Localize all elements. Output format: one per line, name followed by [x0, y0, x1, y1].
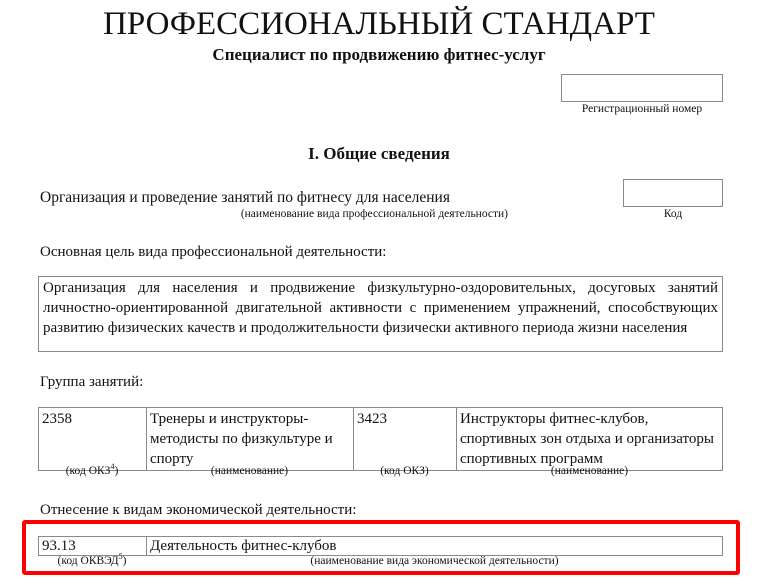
registration-number-caption: Регистрационный номер: [581, 103, 703, 115]
activity-name: Организация и проведение занятий по фитнесу для населения: [40, 189, 450, 206]
footnote-5: 5: [118, 552, 123, 562]
registration-number-field[interactable]: [561, 74, 723, 102]
occupation-group-table: [38, 407, 723, 471]
activity-code-caption: Код: [663, 208, 683, 220]
activity-name-caption: (наименование вида профессиональной деятельности): [240, 208, 508, 220]
okved-code-caption-text: (код ОКВЭД: [57, 555, 119, 567]
group-label: Группа занятий:: [40, 374, 144, 390]
economic-activity-table: [38, 536, 723, 556]
okz-code-2-caption: (код ОКЗ): [380, 465, 429, 477]
okz-code-1: 2358: [39, 408, 147, 471]
okz-name-2: Инструкторы фитнес-клубов, спортивных зон отдыха и организаторы спортивных программ: [457, 408, 723, 471]
section-title: I. Общие сведения: [308, 144, 450, 163]
footnote-4: 4: [110, 462, 115, 472]
okved-code: 93.13: [39, 537, 147, 556]
economic-label: Отнесение к видам экономической деятельности:: [40, 502, 357, 518]
okz-code-1-caption: [38, 462, 146, 477]
goal-label: Основная цель вида профессиональной деятельности:: [40, 244, 387, 260]
okved-name-caption: (наименование вида экономической деятельности): [310, 555, 559, 567]
okved-code-caption: [38, 552, 146, 567]
page-title: ПРОФЕССИОНАЛЬНЫЙ СТАНДАРТ: [103, 6, 655, 42]
okz-name-2-caption: (наименование): [550, 465, 629, 477]
okved-code-caption-end: ): [122, 555, 127, 567]
okz-name-1: Тренеры и инструкторы-методисты по физкультуре и спорту: [147, 408, 354, 471]
goal-text-box: Организация для населения и продвижение физкультурно-оздоровительных, досуговых занятий личностно-ориентированной двигательной активности с применением упражнений, способствующих развитию физических качеств и продолжительности физически активного периода жизни населения: [38, 276, 723, 352]
okz-code-2: 3423: [354, 408, 457, 471]
okz-name-1-caption: (наименование): [210, 465, 289, 477]
okz-code-1-caption-end: ): [114, 465, 119, 477]
page-subtitle: Специалист по продвижению фитнес-услуг: [212, 45, 546, 64]
okved-name: Деятельность фитнес-клубов: [147, 537, 723, 556]
okz-code-1-caption-text: (код ОКЗ: [65, 465, 111, 477]
activity-code-field[interactable]: [623, 179, 723, 207]
